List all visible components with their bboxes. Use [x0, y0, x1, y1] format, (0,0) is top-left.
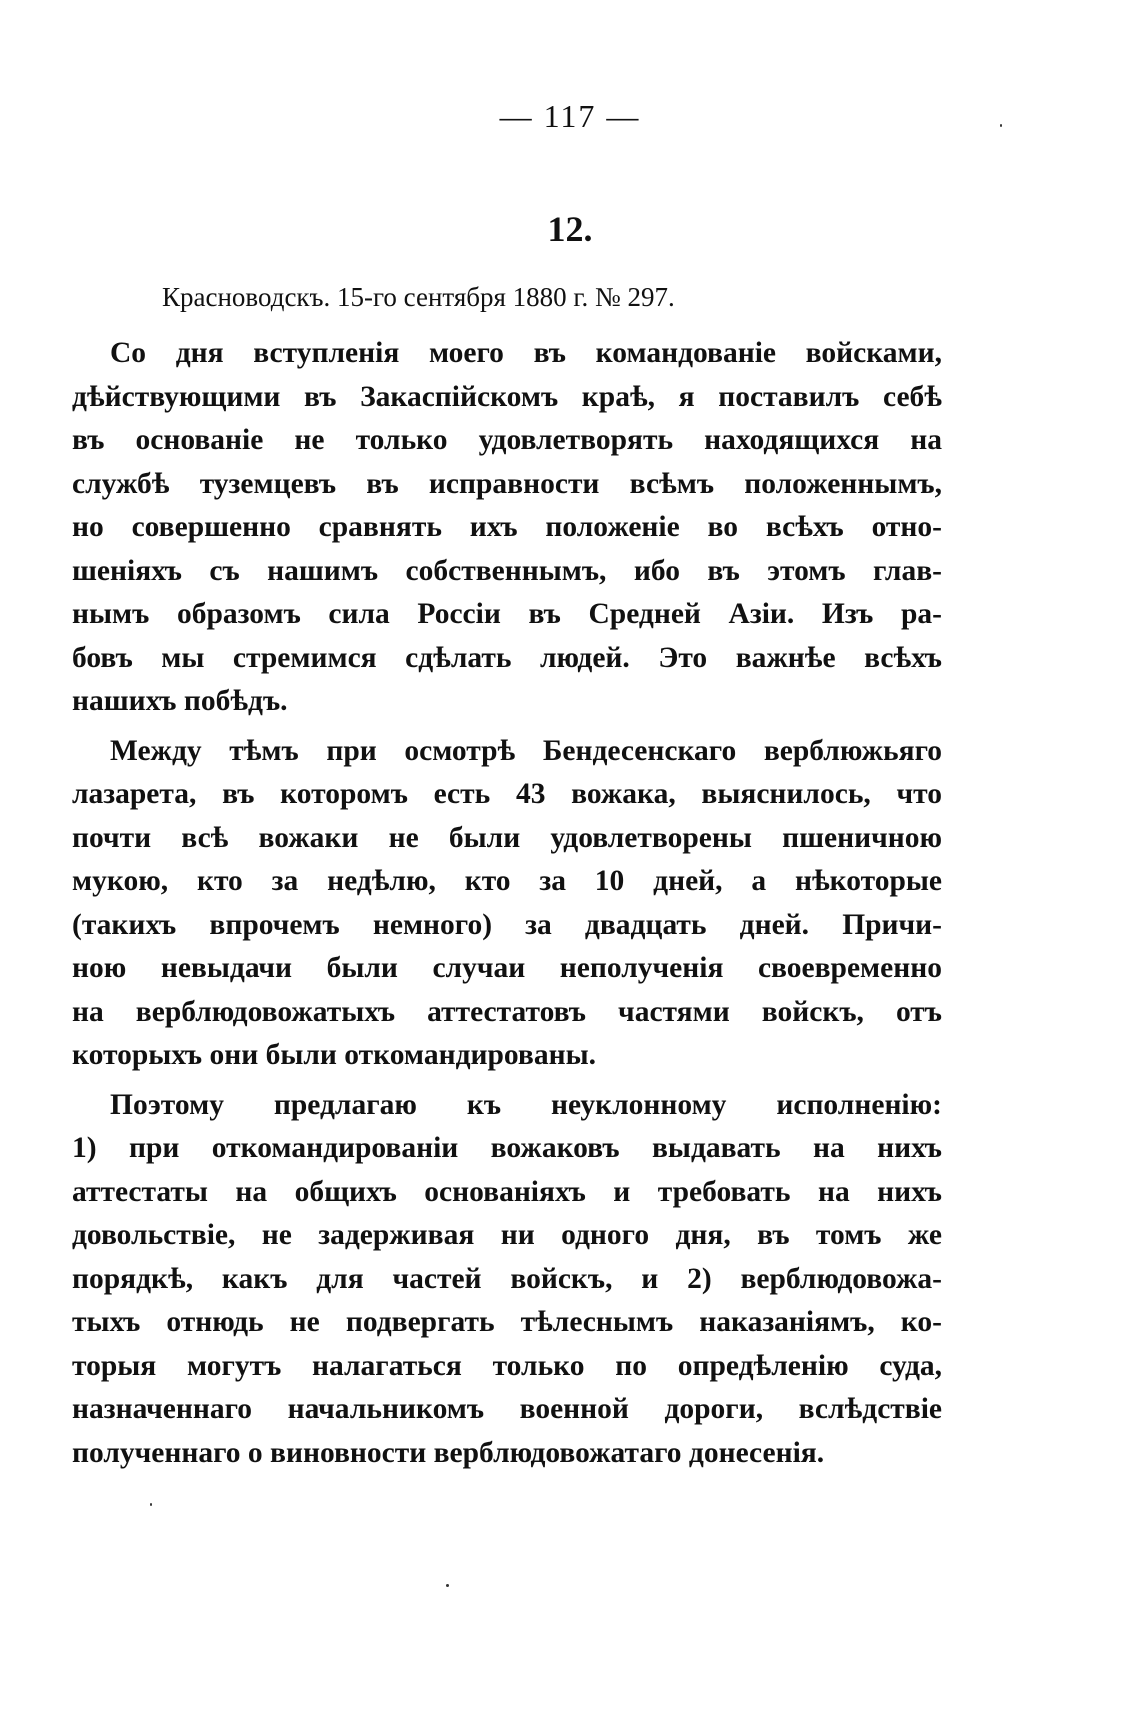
text-line: Со дня вступленія моего въ командованіе войсками,: [110, 337, 942, 369]
text-line: Поэтому предлагаю къ неуклонному исполненію:: [110, 1088, 942, 1121]
text-line: нашихъ побѣдъ.: [72, 685, 288, 717]
dateline: Красноводскъ. 15-го сентября 1880 г. № 297.: [162, 282, 675, 312]
text-line: мукою, кто за недѣлю, кто за 10 дней, а нѣкоторые: [72, 865, 942, 897]
scan-speck: [1000, 124, 1002, 127]
scan-speck: [446, 1584, 449, 1587]
text-line: почти всѣ вожаки не были удовлетворены пшеничною: [72, 821, 942, 854]
text-line: полученнаго о виновности верблюдовожатаго донесенія.: [72, 1436, 825, 1469]
paragraph-1: [72, 332, 942, 724]
text-line: службѣ туземцевъ въ исправности всѣмъ положеннымъ,: [72, 467, 942, 500]
text-line: торыя могутъ налагаться только по опредѣленію суда,: [72, 1349, 942, 1382]
text-line: нымъ образомъ сила Россіи въ Средней Азіи. Изъ ра-: [72, 598, 942, 630]
text-line: лазарета, въ которомъ есть 43 вожака, выяснилось, что: [72, 778, 942, 810]
text-line: Между тѣмъ при осмотрѣ Бендесенскаго верблюжьяго: [110, 734, 942, 767]
text-line: но совершенно сравнять ихъ положеніе во всѣхъ отно-: [72, 511, 942, 543]
paragraph-3: [72, 1084, 942, 1476]
document-number: 12.: [547, 209, 593, 249]
text-line: 1) при откомандированіи вожаковъ выдавать на нихъ: [72, 1132, 942, 1164]
text-line: (такихъ впрочемъ немного) за двадцать дней. Причи-: [72, 908, 942, 941]
scan-speck: [150, 1503, 152, 1506]
text-line: аттестаты на общихъ основаніяхъ и требовать на нихъ: [72, 1175, 942, 1208]
text-line: порядкѣ, какъ для частей войскъ, и 2) верблюдовожа-: [72, 1262, 942, 1295]
text-line: назначеннаго начальникомъ военной дороги, вслѣдствіе: [72, 1393, 942, 1425]
text-line: въ основаніе не только удовлетворять находящихся на: [72, 424, 942, 456]
text-line: которыхъ они были откомандированы.: [72, 1039, 596, 1071]
body-text: [72, 332, 942, 1476]
text-line: бовъ мы стремимся сдѣлать людей. Это важнѣе всѣхъ: [72, 641, 942, 674]
text-line: ною невыдачи были случаи неполученія своевременно: [72, 952, 942, 984]
page-number: — 117 —: [499, 98, 641, 134]
text-line: тыхъ отнюдь не подвергать тѣлеснымъ наказаніямъ, ко-: [72, 1306, 942, 1338]
paragraph-2: [72, 730, 942, 1078]
text-line: дѣйствующими въ Закаспійскомъ краѣ, я поставилъ себѣ: [72, 380, 942, 413]
text-line: довольствіе, не задерживая ни одного дня, въ томъ же: [72, 1219, 942, 1251]
text-line: шеніяхъ съ нашимъ собственнымъ, ибо въ этомъ глав-: [72, 554, 942, 587]
text-line: на верблюдовожатыхъ аттестатовъ частями войскъ, отъ: [72, 995, 942, 1028]
